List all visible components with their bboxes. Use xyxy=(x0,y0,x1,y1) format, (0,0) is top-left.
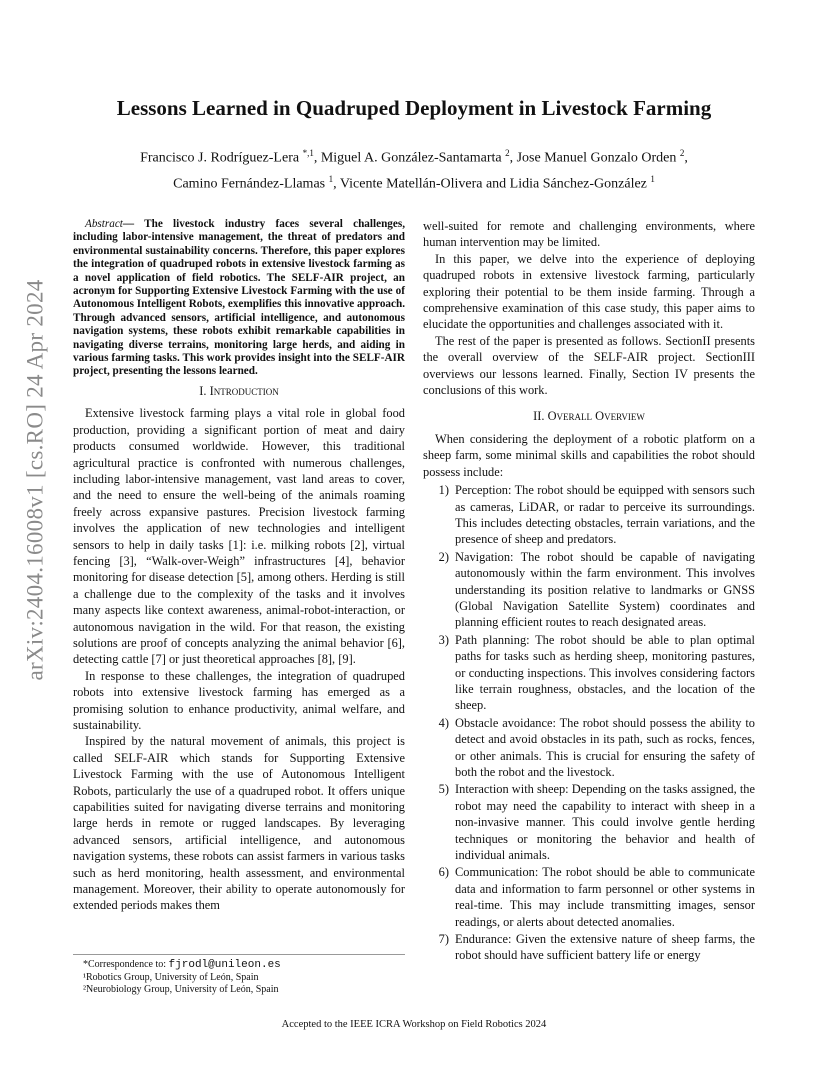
abstract-label: Abstract xyxy=(85,218,123,230)
list-item xyxy=(423,715,755,781)
list-item-text: Communication: The robot should be able to communicate data and information to farm personnel or other systems in real-time. This may include transmitting images, sensor readings, or alerts about detected anomalies. xyxy=(455,865,755,929)
intro-paragraph-4: In this paper, we delve into the experience of deploying quadruped robots in extensive livestock farming, particularly exploring their potential to be them inside farming. Through a comprehensive examination of this case study, this paper aims to elucidate the opportunities and challenges associated with it. xyxy=(423,251,755,332)
paper-title: Lessons Learned in Quadruped Deployment in Livestock Farming xyxy=(116,96,712,120)
list-item-number: 2) xyxy=(438,549,449,564)
author-4: Camino Fernández-Llamas xyxy=(173,176,326,192)
author-5-affil: 1 xyxy=(650,173,655,184)
list-item-number: 1) xyxy=(438,483,449,498)
right-column xyxy=(423,218,755,965)
list-item-number: 7) xyxy=(438,932,449,947)
overview-paragraph-1: When considering the deployment of a robotic platform on a sheep farm, some minimal skills and capabilities the robot should possess include: xyxy=(423,431,755,479)
author-1-affil: *,1 xyxy=(302,148,314,158)
arxiv-id: arXiv:2404.16008v1 [cs.RO] 24 Apr 2024 xyxy=(23,279,48,681)
list-item-text: Navigation: The robot should be capable of navigating autonomously within the farm environment. This involves understanding its position relative to landmarks or GNSS (Global Navigation Satellite System) coordinates and planning efficient routes to reach designated areas. xyxy=(455,549,755,630)
list-item-text: Endurance: Given the extensive nature of sheep farms, the robot should have sufficient battery life or energy xyxy=(455,932,755,963)
abstract xyxy=(73,218,405,379)
correspondence-email: fjrodl@unileon.es xyxy=(168,959,281,971)
footnote-corr-label: *Correspondence to: xyxy=(83,959,169,970)
list-item-number: 6) xyxy=(438,865,449,880)
section-heading-introduction: I. Introduction xyxy=(199,383,279,398)
list-item-text: Obstacle avoidance: The robot should possess the ability to detect and avoid obstacles in its path, such as rocks, fences, or other animals. This is crucial for ensuring the safety of both the robot and the livestock. xyxy=(455,715,755,779)
author-1: Francisco J. Rodríguez-Lera xyxy=(140,150,300,166)
list-item-text: Interaction with sheep: Depending on the tasks assigned, the robot may need the capability to interact with sheep in a non-invasive manner. This could involve gentle herding techniques or monitoring the behavior and health of individual animals. xyxy=(455,782,755,863)
list-item-number: 5) xyxy=(438,782,449,797)
list-item xyxy=(423,781,755,863)
author-2: Miguel A. González-Santamarta xyxy=(320,150,502,166)
footnote-affiliation-2: ²Neurobiology Group, University of León, Spain xyxy=(83,984,279,996)
arxiv-watermark xyxy=(24,270,48,690)
footnote-correspondence xyxy=(73,959,405,972)
author-2-affil: 2 xyxy=(505,148,510,158)
list-item xyxy=(423,549,755,631)
list-item-number: 4) xyxy=(438,715,449,730)
footnotes xyxy=(73,954,405,997)
list-item xyxy=(423,632,755,714)
author-3: Jose Manuel Gonzalo Orden xyxy=(516,150,677,166)
intro-paragraph-2: In response to these challenges, the integration of quadruped robots into extensive livestock farming has emerged as a promising solution to enhance productivity, animal welfare, and sustainability. xyxy=(73,668,405,732)
author-3-affil: 2 xyxy=(679,148,685,158)
intro-paragraph-3: Inspired by the natural movement of animals, this project is called SELF-AIR which stands for Supporting Extensive Livestock Farming with the use of Autonomous Intelligent Robots, particularly the use of a quadruped robot. It offers unique capabilities suited for navigating diverse terrains and monitoring large herds in remote or rugged landscapes. By leveraging advanced sensors, artificial intelligence, and autonomous navigation systems, these robots can assist farmers in various tasks such as herd monitoring, health assessment, and environmental management. Moreover, their ability to operate autonomously for extended periods makes them xyxy=(73,734,405,913)
list-item-text: Path planning: The robot should be able to plan optimal paths for tasks such as herding sheep, monitoring pastures, or conducting inspections. This involves considering factors like terrain roughness, obstacles, and the location of the sheep. xyxy=(455,632,755,713)
page-footer: Accepted to the IEEE ICRA Workshop on Field Robotics 2024 xyxy=(281,1019,547,1030)
list-item xyxy=(423,482,755,548)
list-item xyxy=(423,864,755,930)
section-heading-overview: II. Overall Overview xyxy=(533,409,645,424)
list-item-number: 3) xyxy=(438,632,449,647)
footnote-affiliation-1: ¹Robotics Group, University of León, Spain xyxy=(83,971,259,983)
author-4-affil: 1 xyxy=(328,173,334,184)
author-list: Francisco J. Rodríguez-Lera $^{*,1}$, Miguel A. González-Santamarta $^2$, Jose Manuel Gonzalo Orden $^2$, Camino Fernández-Llamas $^1$, Vicente Matellán-Olivera and Lidia Sánchez-González $^1$ xyxy=(140,148,688,192)
left-column xyxy=(73,218,405,914)
list-item xyxy=(423,931,755,964)
intro-paragraph-5: The rest of the paper is presented as follows. SectionII presents the overall overview of the SELF-AIR project. SectionIII overviews our lessons learned. Finally, Section IV presents the conclusions of this work. xyxy=(423,333,755,398)
list-item-text: Perception: The robot should be equipped with sensors such as cameras, LiDAR, or radar to perceive its surroundings. This includes detecting obstacles, terrain variations, and the presence of sheep and predators. xyxy=(455,483,755,547)
author-5: Vicente Matellán-Olivera and Lidia Sánchez-González xyxy=(339,176,647,192)
intro-paragraph-3-continued: well-suited for remote and challenging environments, where human intervention may be limited. xyxy=(423,219,755,250)
intro-paragraph-1: Extensive livestock farming plays a vital role in global food production, providing a significant portion of meat and dairy products consumed worldwide. However, this traditional agricultural practice is confronted with numerous challenges, including labor-intensive management, vast land areas to cover, and the need to ensure the well-being of the animals roaming freely across expansive pastures. Precision livestock farming involves the application of new technologies and intelligent sensors to help in daily tasks [1]: i.e. milking robots [2], virtual fencing [3], “Walk-over-Weigh” infrastructures [4], behavior monitoring for disease detection [5], among others. Herding is still a challenge due to the complexity of the tasks and it involves many aspects like context awareness, animal-robot-interaction, or autonomous navigation in the wild. For that reason, the existing solutions are proof of concepts analyzing the animal behavior [6], detecting cattle [7] or just theoretical approaches [8], [9]. xyxy=(73,406,405,667)
abstract-text: — The livestock industry faces several challenges, including labor-intensive management, the threat of predators and environmental sustainability concerns. Therefore, this paper explores the integration of quadruped robots in extensive livestock farming as a novel application of field robotics. The SELF-AIR project, an acronym for Supporting Extensive Livestock Farming with the use of Autonomous Intelligent Robots, exemplifies this innovative approach. Through advanced sensors, artificial intelligence, and autonomous navigation systems, these robots exhibit remarkable capabilities in navigating diverse terrains, monitoring large herds, and aiding in various farming tasks. This work provides insight into the SELF-AIR project, presenting the lessons learned. xyxy=(73,218,405,378)
capability-list xyxy=(423,482,755,964)
